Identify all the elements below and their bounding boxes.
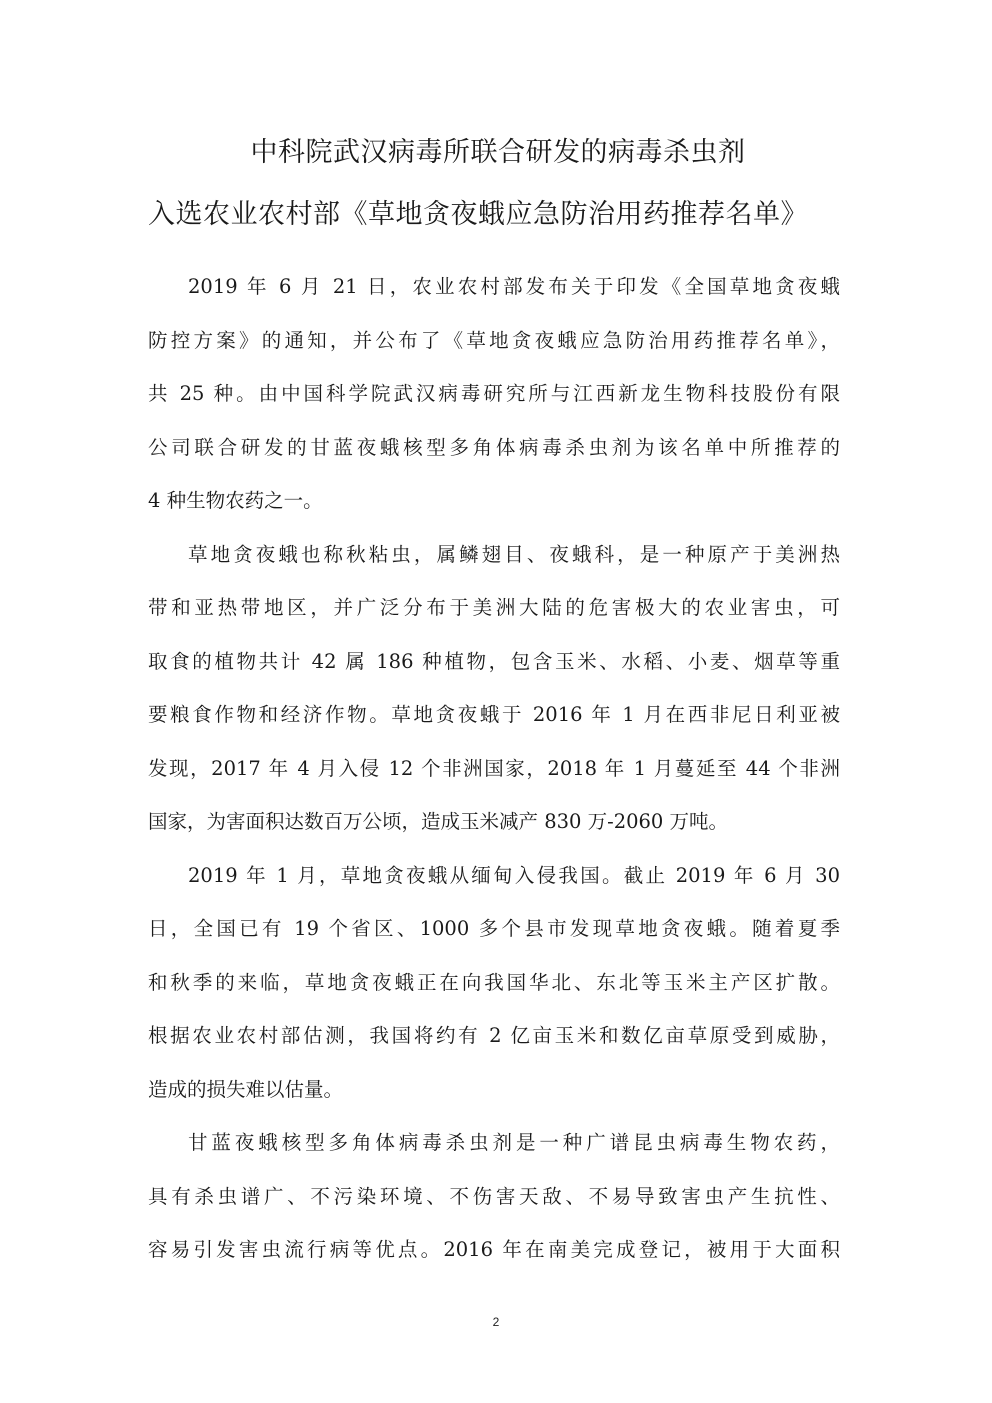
paragraph-line: 容易引发害虫流行病等优点。2016 年在南美完成登记，被用于大面积 [148, 1238, 840, 1261]
paragraph-3 [148, 849, 840, 1117]
title-line-1: 中科院武汉病毒所联合研发的病毒杀虫剂 [250, 137, 746, 168]
title-line-2: 入选农业农村部《草地贪夜蛾应急防治用药推荐名单》 [148, 199, 808, 230]
paragraph-line: 根据农业农村部估测，我国将约有 2 亿亩玉米和数亿亩草原受到威胁， [148, 1024, 840, 1047]
paragraph-line: 防控方案》的通知，并公布了《草地贪夜蛾应急防治用药推荐名单》， [148, 328, 840, 352]
paragraph-line: 2019 年 6 月 21 日，农业农村部发布关于印发《全国草地贪夜蛾 [188, 275, 840, 298]
document-body [148, 260, 840, 1277]
paragraph-1 [148, 260, 840, 528]
paragraph-line: 4 种生物农药之一。 [148, 489, 323, 512]
paragraph-line: 共 25 种。由中国科学院武汉病毒研究所与江西新龙生物科技股份有限 [148, 382, 840, 405]
paragraph-4 [148, 1116, 840, 1277]
paragraph-line: 国家，为害面积达数百万公顷，造成玉米减产 830 万-2060 万吨。 [148, 810, 729, 833]
paragraph-line: 要粮食作物和经济作物。草地贪夜蛾于 2016 年 1 月在西非尼日利亚被 [148, 703, 840, 726]
paragraph-line: 具有杀虫谱广、不污染环境、不伤害天敌、不易导致害虫产生抗性、 [148, 1184, 840, 1208]
paragraph-line: 和秋季的来临，草地贪夜蛾正在向我国华北、东北等玉米主产区扩散。 [148, 970, 840, 994]
paragraph-line: 甘蓝夜蛾核型多角体病毒杀虫剂是一种广谱昆虫病毒生物农药， [188, 1131, 840, 1154]
paragraph-line: 带和亚热带地区，并广泛分布于美洲大陆的危害极大的农业害虫，可 [148, 596, 840, 619]
paragraph-line: 2019 年 1 月，草地贪夜蛾从缅甸入侵我国。截止 2019 年 6 月 30 [188, 863, 840, 887]
document-title [148, 122, 848, 246]
paragraph-2 [148, 528, 840, 849]
paragraph-line: 日，全国已有 19 个省区、1000 多个县市发现草地贪夜蛾。随着夏季 [148, 917, 840, 940]
paragraph-line: 取食的植物共计 42 属 186 种植物，包含玉米、水稻、小麦、烟草等重 [148, 649, 840, 673]
paragraph-line: 发现，2017 年 4 月入侵 12 个非洲国家，2018 年 1 月蔓延至 44 个非洲 [148, 756, 840, 780]
paragraph-line: 公司联合研发的甘蓝夜蛾核型多角体病毒杀虫剂为该名单中所推荐的 [148, 435, 840, 459]
paragraph-line: 造成的损失难以估量。 [148, 1077, 344, 1101]
page-number: 2 [492, 1315, 500, 1329]
paragraph-line: 草地贪夜蛾也称秋粘虫，属鳞翅目、夜蛾科，是一种原产于美洲热 [188, 542, 840, 566]
